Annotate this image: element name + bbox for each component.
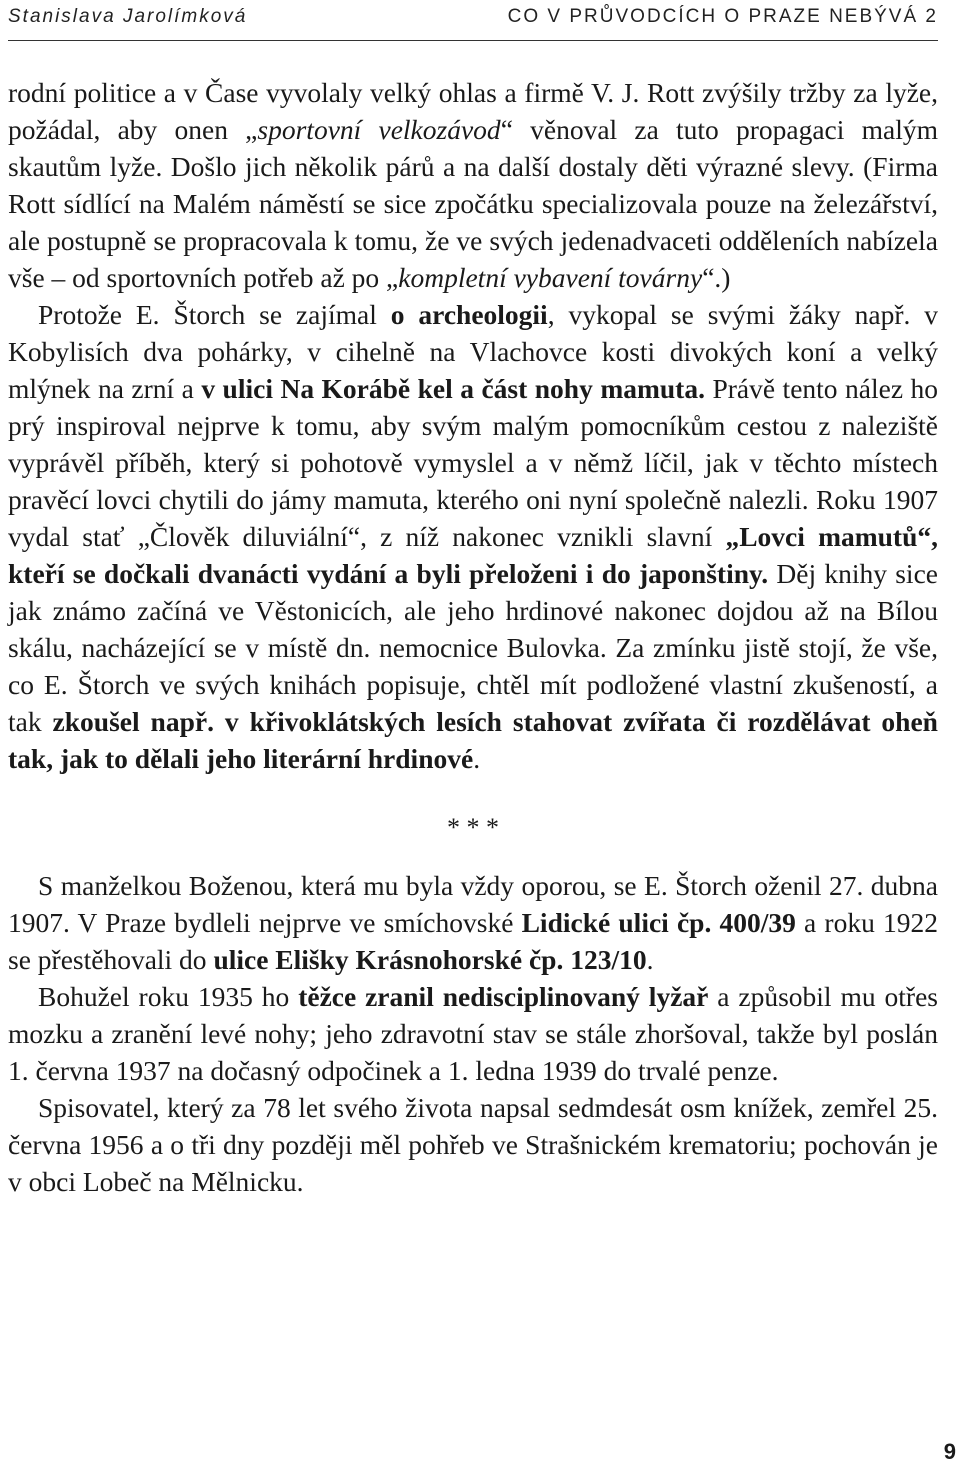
running-header: [8, 6, 938, 34]
paragraph-marriage: S manželkou Boženou, která mu byla vždy oporou, se E. Štorch oženil 27. dubna 1907. V Praze bydleli nejprve ve smíchovské Lidické ulici čp. 400/39 a roku 1922 se přestěhovali do ulice Elišky Krásnohorské čp. 123/10.: [8, 870, 938, 975]
page-number: 9: [943, 1439, 956, 1464]
section-separator: * * *: [447, 813, 499, 842]
header-rule: [8, 40, 938, 41]
header-series-title: CO V PRŮVODCÍCH O PRAZE NEBÝVÁ 2: [507, 6, 938, 27]
paragraph-archaeology: Protože E. Štorch se zajímal o archeologii, vykopal se svými žáky např. v Kobylisích dva pohárky, v cihelně na Vlachovce kosti divokých koní a velký mlýnek na zrní a v ulici Na Korábě kel a část nohy mamuta. Právě tento nález ho prý inspiroval nejprve k tomu, aby svým malým pomocníkům cestou z naleziště vyprávěl příběh, který si pohotově vymyslel a v němž líčil, jak v těchto místech pravěcí lovci chytili do jámy mamuta, kterého oni nyní společně nalezli. Roku 1907 vydal stať „Člověk diluviální“, z níž nakonec vznikli slavní „Lovci mamutů“, kteří se dočkali dvanácti vydání a byli přeloženi i do japonštiny. Děj knihy sice jak známo začíná ve Věstonicích, ale jeho hrdinové nakonec dojdou až na Bílou skálu, nacházející se v místě dn. nemocnice Bulovka. Za zmínku jistě stojí, že vše, co E. Štorch ve svých knihách popisuje, chtěl mít podložené vlastní zkušeností, a tak zkoušel např. v křivoklátských lesích stahovat zvířata či rozdělávat oheň tak, jak to dělali jeho literární hrdinové.: [8, 299, 939, 774]
body-text: [8, 74, 938, 1200]
paragraph-injury: Bohužel roku 1935 ho těžce zranil nedisciplinovaný lyžař a způsobil mu otřes mozku a zranění levé nohy; jeho zdravotní stav se stále zhoršoval, takže byl poslán 1. června 1937 na dočasný odpočinek a 1. ledna 1939 do trvalé penze.: [8, 981, 938, 1086]
paragraph-skis: rodní politice a v Čase vyvolaly velký ohlas a firmě V. J. Rott zvýšily tržby za lyže, požádal, aby onen „sportovní velkozávod“ věnoval za tuto propagaci malým skautům lyže. Došlo jich několik párů a na další dostaly děti výrazné slevy. (Firma Rott sídlící na Malém náměstí se sice zpočátku specializovala pouze na železářství, ale postupně se propracovala k tomu, že ve svých jedenadvaceti odděleních nabízela vše – od sportovních potřeb až po „kompletní vybavení továrny“.): [8, 77, 938, 293]
paragraph-death: Spisovatel, který za 78 let svého života napsal sedmdesát osm knížek, zemřel 25. června 1956 a o tři dny později měl pohřeb ve Strašnickém krematoriu; pochován je v obci Lobeč na Mělnicku.: [8, 1092, 938, 1197]
header-author: Stanislava Jarolímková: [8, 6, 248, 27]
